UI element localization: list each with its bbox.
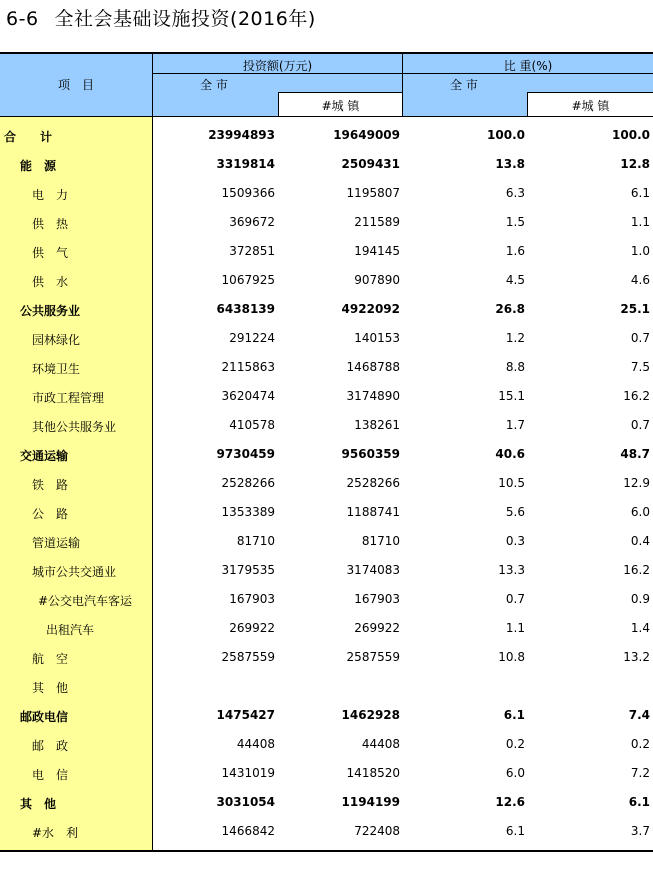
cell-investment-all: 1475427 xyxy=(216,708,275,722)
cell-ratio-all: 1.6 xyxy=(505,244,525,258)
cell-investment-urban: 138261 xyxy=(354,418,400,432)
cell-ratio-all: 6.0 xyxy=(505,766,525,780)
cell-investment-urban: 2509431 xyxy=(341,157,400,171)
cell-investment-all: 2528266 xyxy=(221,476,275,490)
cell-investment-all: 3031054 xyxy=(216,795,275,809)
cell-ratio-all: 6.1 xyxy=(505,824,525,838)
cell-ratio-urban: 6.1 xyxy=(628,795,650,809)
cell-investment-urban: 1195807 xyxy=(346,186,400,200)
row-label: 供 水 xyxy=(32,275,69,289)
cell-investment-urban: 44408 xyxy=(361,737,400,751)
cell-investment-urban: 140153 xyxy=(354,331,400,345)
row-label: #公交电汽车客运 xyxy=(38,594,133,608)
table-row xyxy=(0,411,653,440)
row-label: 公共服务业 xyxy=(20,304,81,318)
cell-investment-urban: 81710 xyxy=(361,534,400,548)
row-label: 环境卫生 xyxy=(32,362,81,376)
cell-investment-all: 167903 xyxy=(229,592,275,606)
cell-ratio-all: 10.5 xyxy=(498,476,525,490)
cell-investment-all: 3620474 xyxy=(221,389,275,403)
cell-ratio-urban: 25.1 xyxy=(620,302,650,316)
table-title-text: 全社会基础设施投资(2016年) xyxy=(54,8,316,30)
cell-ratio-urban: 3.7 xyxy=(630,824,650,838)
cell-investment-all: 3179535 xyxy=(221,563,275,577)
table-row xyxy=(0,788,653,817)
cell-investment-all: 1067925 xyxy=(221,273,275,287)
cell-investment-urban: 3174083 xyxy=(346,563,400,577)
table-number: 6-6 xyxy=(6,8,39,30)
cell-ratio-all: 15.1 xyxy=(498,389,525,403)
cell-investment-urban: 19649009 xyxy=(333,128,400,142)
table-row xyxy=(0,353,653,382)
cell-ratio-urban: 0.7 xyxy=(630,418,650,432)
table-row xyxy=(0,556,653,585)
cell-investment-all: 6438139 xyxy=(216,302,275,316)
cell-ratio-all: 5.6 xyxy=(505,505,525,519)
cell-ratio-all: 40.6 xyxy=(495,447,525,461)
table-row xyxy=(0,237,653,266)
table-row xyxy=(0,614,653,643)
cell-investment-urban: 907890 xyxy=(354,273,400,287)
row-label: 管道运输 xyxy=(32,536,81,550)
cell-ratio-all: 6.1 xyxy=(503,708,525,722)
row-label: 其他公共服务业 xyxy=(32,420,117,434)
cell-ratio-urban: 7.5 xyxy=(630,360,650,374)
cell-ratio-urban: 0.2 xyxy=(630,737,650,751)
cell-ratio-urban: 7.2 xyxy=(630,766,650,780)
table-row xyxy=(0,643,653,672)
cell-ratio-urban: 6.0 xyxy=(630,505,650,519)
cell-ratio-urban: 0.9 xyxy=(630,592,650,606)
cell-investment-urban: 1462928 xyxy=(341,708,400,722)
header-ratio: 比 重(%) xyxy=(503,59,553,73)
row-label: 供 热 xyxy=(32,217,69,231)
cell-investment-urban: 2528266 xyxy=(346,476,400,490)
cell-investment-urban: 9560359 xyxy=(341,447,400,461)
cell-ratio-urban: 12.9 xyxy=(623,476,650,490)
cell-ratio-urban: 100.0 xyxy=(612,128,650,142)
cell-investment-all: 81710 xyxy=(236,534,275,548)
table-body xyxy=(0,117,653,852)
cell-investment-urban: 2587559 xyxy=(346,650,400,664)
cell-ratio-urban: 16.2 xyxy=(623,563,650,577)
cell-investment-urban: 1194199 xyxy=(341,795,400,809)
table-row xyxy=(0,208,653,237)
table-row xyxy=(0,179,653,208)
header-urban: #城 镇 xyxy=(321,99,360,113)
cell-investment-urban: 1418520 xyxy=(346,766,400,780)
cell-ratio-all: 13.8 xyxy=(495,157,525,171)
cell-ratio-all: 4.5 xyxy=(505,273,525,287)
cell-investment-all: 372851 xyxy=(229,244,275,258)
row-label: 邮 政 xyxy=(32,739,69,753)
cell-investment-urban: 269922 xyxy=(354,621,400,635)
table-row xyxy=(0,527,653,556)
table-row xyxy=(0,382,653,411)
cell-ratio-urban: 1.1 xyxy=(630,215,650,229)
cell-ratio-all: 1.7 xyxy=(505,418,525,432)
table-row xyxy=(0,266,653,295)
cell-investment-urban: 1468788 xyxy=(346,360,400,374)
table-row xyxy=(0,324,653,353)
cell-ratio-urban: 16.2 xyxy=(623,389,650,403)
cell-ratio-all: 26.8 xyxy=(495,302,525,316)
cell-ratio-all: 0.3 xyxy=(505,534,525,548)
cell-investment-all: 9730459 xyxy=(216,447,275,461)
row-label: 其 他 xyxy=(32,681,69,695)
cell-investment-all: 1431019 xyxy=(221,766,275,780)
cell-ratio-all: 1.1 xyxy=(505,621,525,635)
cell-investment-all: 3319814 xyxy=(216,157,275,171)
table-row xyxy=(0,585,653,614)
cell-ratio-all: 12.6 xyxy=(495,795,525,809)
cell-investment-all: 1353389 xyxy=(221,505,275,519)
row-label: 城市公共交通业 xyxy=(32,565,117,579)
table-row xyxy=(0,295,653,324)
row-label: 铁 路 xyxy=(32,478,69,492)
row-label: 合 计 xyxy=(4,130,53,144)
cell-ratio-urban: 6.1 xyxy=(630,186,650,200)
table-row xyxy=(0,440,653,469)
row-label: 邮政电信 xyxy=(20,710,69,724)
row-label: 供 气 xyxy=(32,246,69,260)
cell-investment-urban: 3174890 xyxy=(346,389,400,403)
table-title xyxy=(6,4,316,31)
cell-investment-all: 2587559 xyxy=(221,650,275,664)
row-label: 能 源 xyxy=(20,159,57,173)
row-label: 出租汽车 xyxy=(46,623,95,637)
cell-ratio-all: 100.0 xyxy=(487,128,525,142)
cell-investment-all: 410578 xyxy=(229,418,275,432)
row-label: 园林绿化 xyxy=(32,333,81,347)
cell-investment-all: 23994893 xyxy=(208,128,275,142)
row-label: 其 他 xyxy=(20,797,57,811)
table-row xyxy=(0,150,653,179)
row-label: 公 路 xyxy=(32,507,69,521)
table-row xyxy=(0,759,653,788)
row-label: 电 力 xyxy=(32,188,69,202)
header-item: 项 目 xyxy=(57,78,94,92)
cell-ratio-all: 8.8 xyxy=(505,360,525,374)
table-header xyxy=(0,52,653,117)
cell-investment-urban: 4922092 xyxy=(341,302,400,316)
cell-ratio-all: 0.2 xyxy=(505,737,525,751)
cell-ratio-all: 6.3 xyxy=(505,186,525,200)
row-label: 航 空 xyxy=(32,652,69,666)
cell-investment-urban: 722408 xyxy=(354,824,400,838)
cell-investment-all: 1466842 xyxy=(221,824,275,838)
cell-ratio-urban: 4.6 xyxy=(630,273,650,287)
table-row xyxy=(0,469,653,498)
cell-ratio-urban: 0.7 xyxy=(630,331,650,345)
cell-investment-all: 1509366 xyxy=(221,186,275,200)
table-row xyxy=(0,121,653,150)
cell-ratio-urban: 1.4 xyxy=(630,621,650,635)
row-label: #水 利 xyxy=(32,826,79,840)
table-row xyxy=(0,672,653,701)
cell-investment-all: 291224 xyxy=(229,331,275,345)
row-label: 交通运输 xyxy=(20,449,69,463)
cell-investment-all: 44408 xyxy=(236,737,275,751)
cell-investment-urban: 211589 xyxy=(354,215,400,229)
header-ratio-urban: #城 镇 xyxy=(571,99,610,113)
data-table xyxy=(0,52,653,852)
table-row xyxy=(0,498,653,527)
header-ratio-city-whole: 全 市 xyxy=(450,78,478,92)
cell-investment-all: 269922 xyxy=(229,621,275,635)
cell-investment-all: 369672 xyxy=(229,215,275,229)
table-row xyxy=(0,817,653,846)
row-label: 电 信 xyxy=(32,768,69,782)
header-investment: 投资额(万元) xyxy=(242,59,313,73)
cell-ratio-urban: 13.2 xyxy=(623,650,650,664)
cell-ratio-all: 1.5 xyxy=(505,215,525,229)
cell-ratio-urban: 0.4 xyxy=(630,534,650,548)
cell-ratio-urban: 12.8 xyxy=(620,157,650,171)
cell-investment-urban: 194145 xyxy=(354,244,400,258)
cell-investment-all: 2115863 xyxy=(221,360,275,374)
cell-investment-urban: 1188741 xyxy=(346,505,400,519)
cell-ratio-urban: 7.4 xyxy=(628,708,650,722)
cell-ratio-all: 10.8 xyxy=(498,650,525,664)
cell-ratio-urban: 1.0 xyxy=(630,244,650,258)
row-label: 市政工程管理 xyxy=(32,391,105,405)
table-row xyxy=(0,730,653,759)
table-row xyxy=(0,701,653,730)
cell-ratio-urban: 48.7 xyxy=(620,447,650,461)
header-city-whole: 全 市 xyxy=(200,78,228,92)
cell-ratio-all: 0.7 xyxy=(505,592,525,606)
cell-ratio-all: 13.3 xyxy=(498,563,525,577)
cell-ratio-all: 1.2 xyxy=(505,331,525,345)
cell-investment-urban: 167903 xyxy=(354,592,400,606)
